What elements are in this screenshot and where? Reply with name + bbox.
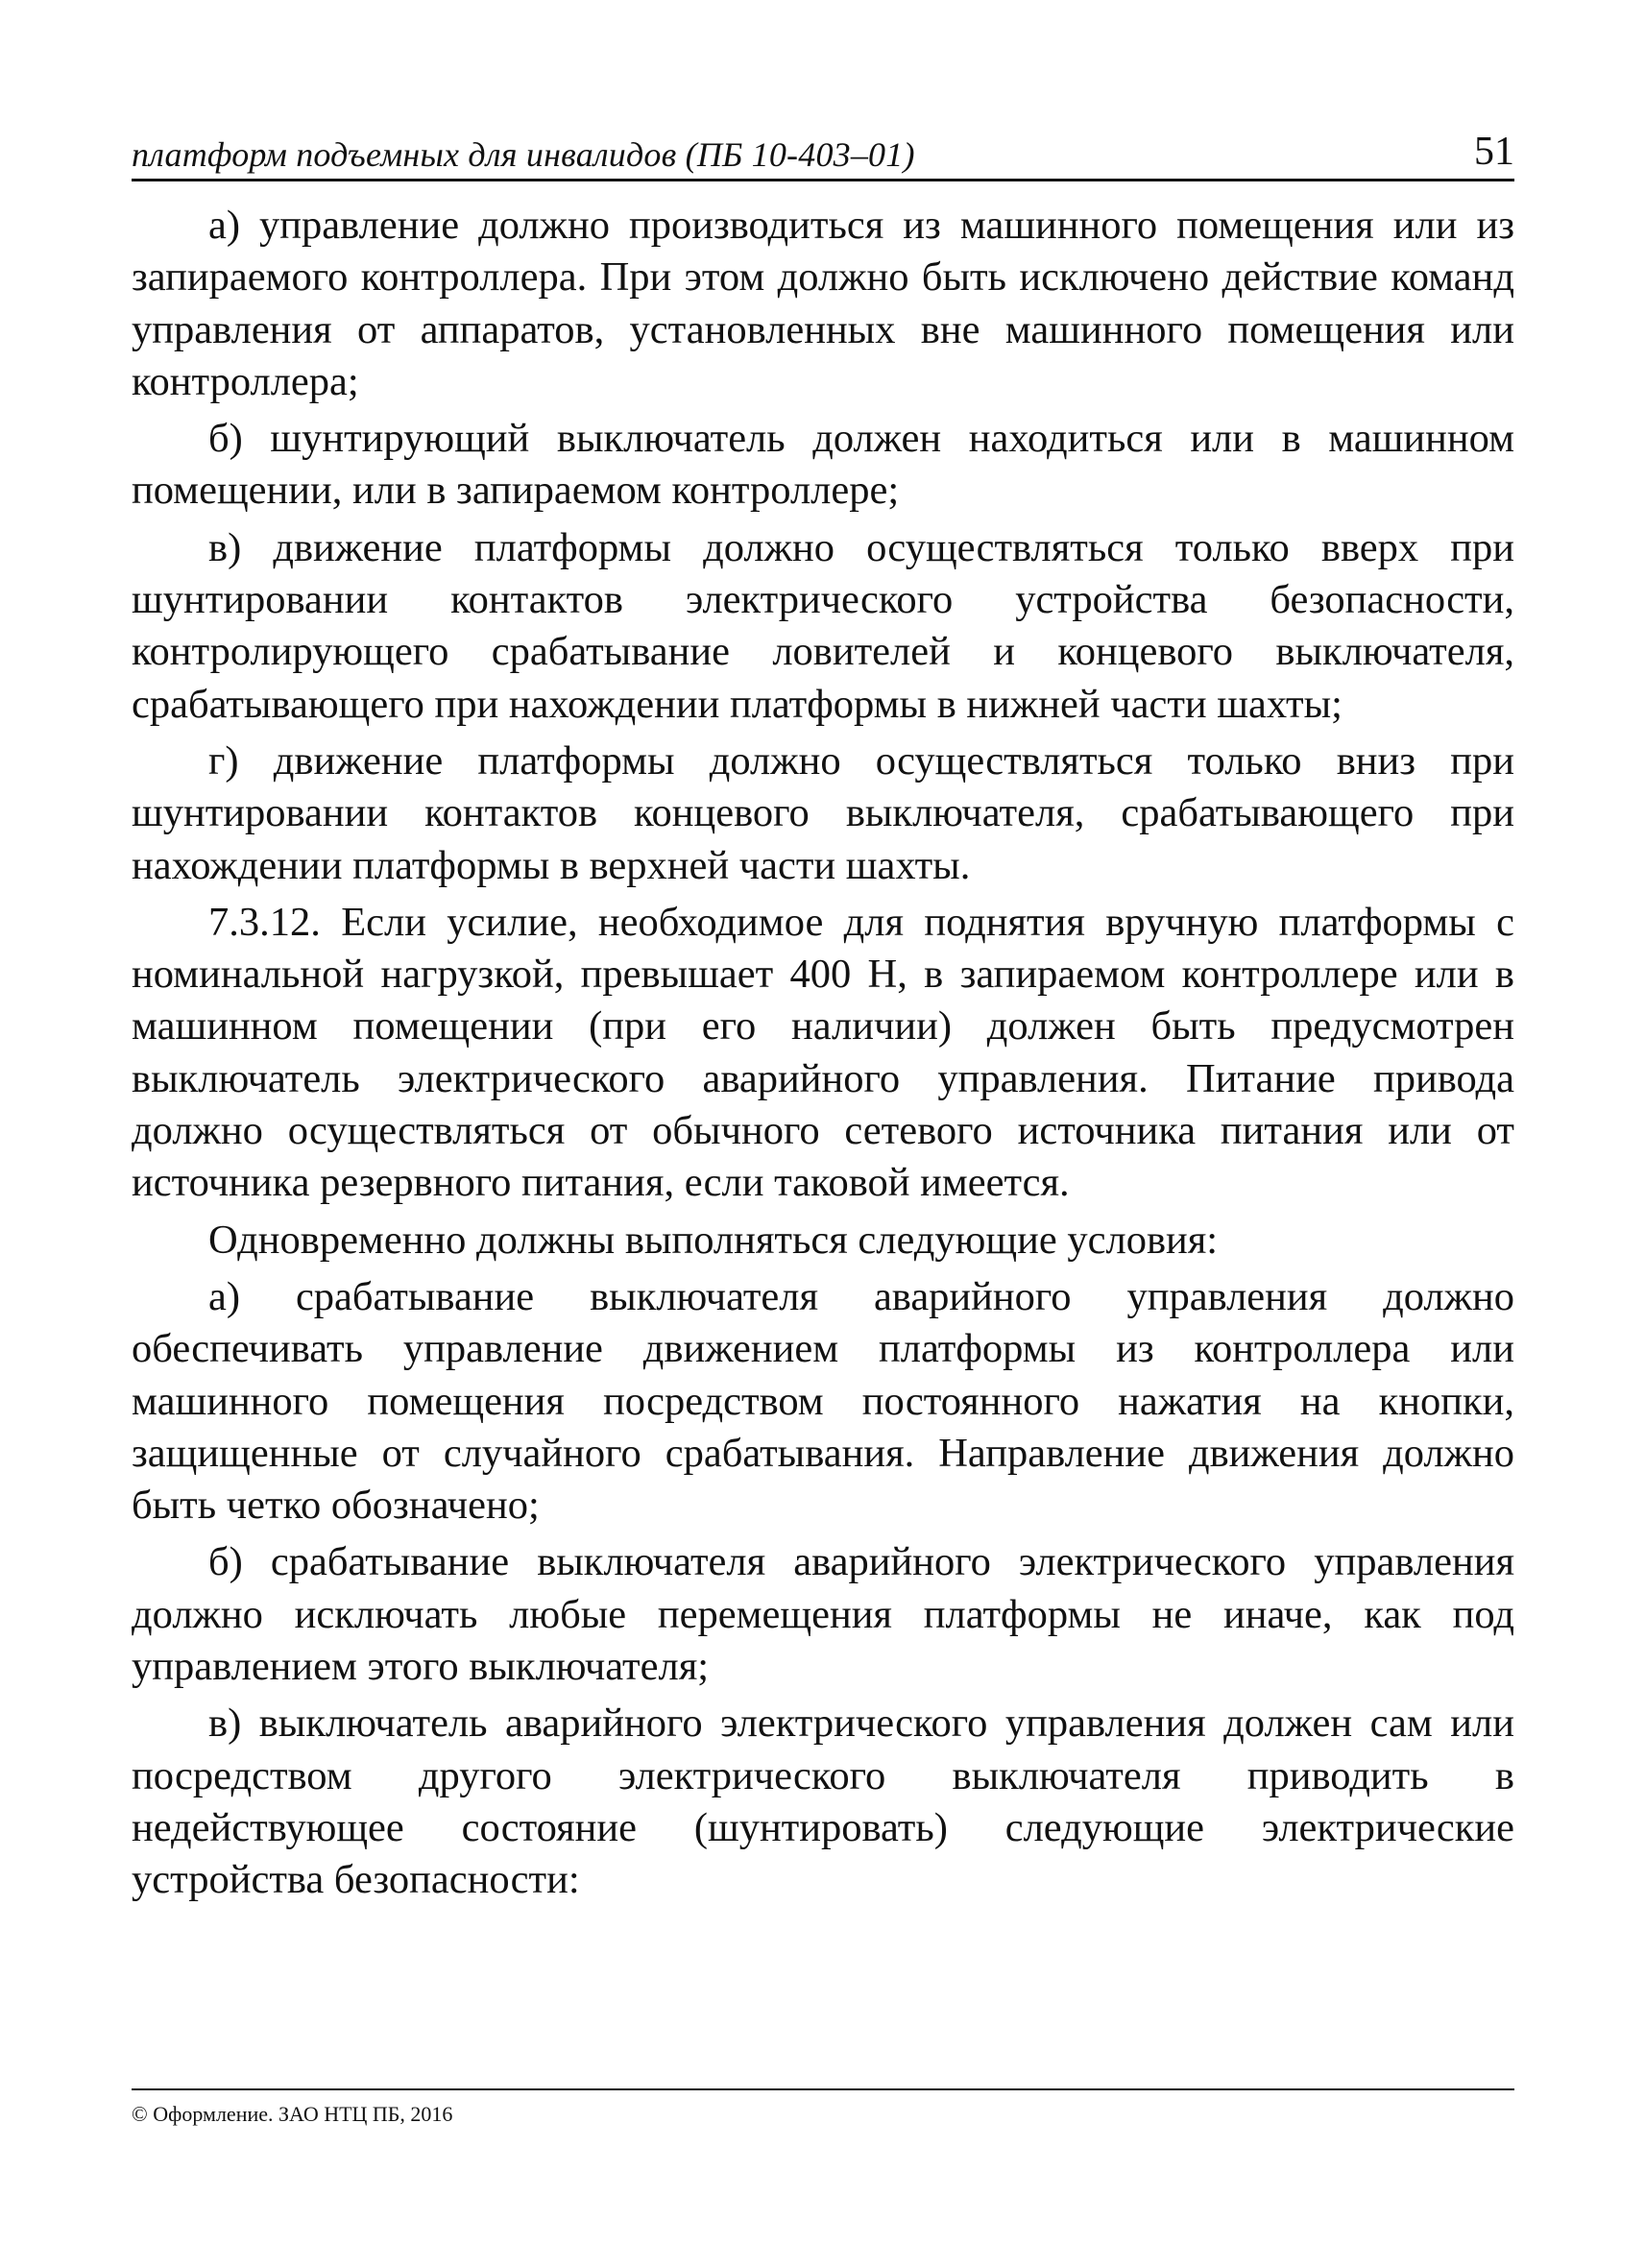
paragraph-a-emergency-switch: а) срабатывание выключателя аварийного управления должно обеспечивать управление движением платформы из контроллера или машинного помещения посредством постоянного нажатия на кнопки, защищенные от случайного срабатывания. Направление движения должно быть четко обозначено; — [132, 1273, 1514, 1529]
paragraph-g-downward-movement: г) движение платформы должно осуществляться только вниз при шунтировании контактов концевого выключателя, срабатывающего при нахождении платформы в верхней части шахты. — [132, 737, 1514, 888]
paragraph-conditions-intro: Одновременно должны выполняться следующие условия: — [208, 1217, 1219, 1263]
footer-rule — [132, 2088, 1514, 2090]
paragraph-7-3-12: 7.3.12. Если усилие, необходимое для поднятия вручную платформы с номинальной нагрузкой, превышает 400 Н, в запираемом контроллере или в машинном помещении (при его наличии) должен быть предусмотрен выключатель электрического аварийного управления. Питание привода должно осуществляться от обычного сетевого источника питания или от источника резервного питания, если таковой имеется. — [132, 899, 1514, 1206]
paragraph-b-bypass-switch: б) шунтирующий выключатель должен находиться или в машинном помещении, или в запираемом контроллере; — [132, 416, 1514, 514]
page-number: 51 — [1474, 130, 1514, 174]
paragraph-v-emergency-switch: в) выключатель аварийного электрического управления должен сам или посредством другого электрического выключателя приводить в недействующее состояние (шунтировать) следующие электрические устройства безопасности: — [132, 1701, 1514, 1903]
paragraph-a-control: а) управление должно производиться из машинного помещения или из запираемого контроллера. При этом должно быть исключено действие команд управления от аппаратов, установленных вне машинного помещения или контроллера; — [132, 203, 1514, 404]
running-header — [132, 129, 1514, 186]
footer-copyright: © Оформление. ЗАО НТЦ ПБ, 2016 — [132, 2102, 453, 2126]
paragraph-v-upward-movement: в) движение платформы должно осуществляться только вверх при шунтировании контактов электрического устройства безопасности, контролирующего срабатывание ловителей и концевого выключателя, срабатывающего при нахождении платформы в нижней части шахты; — [132, 524, 1514, 727]
paragraph-b-emergency-switch: б) срабатывание выключателя аварийного электрического управления должно исключать любые перемещения платформы не иначе, как под управлением этого выключателя; — [132, 1539, 1514, 1690]
header-rule — [132, 179, 1514, 181]
body-text — [132, 200, 1514, 1912]
running-header-title: платформ подъемных для инвалидов (ПБ 10-403–01) — [132, 135, 915, 174]
